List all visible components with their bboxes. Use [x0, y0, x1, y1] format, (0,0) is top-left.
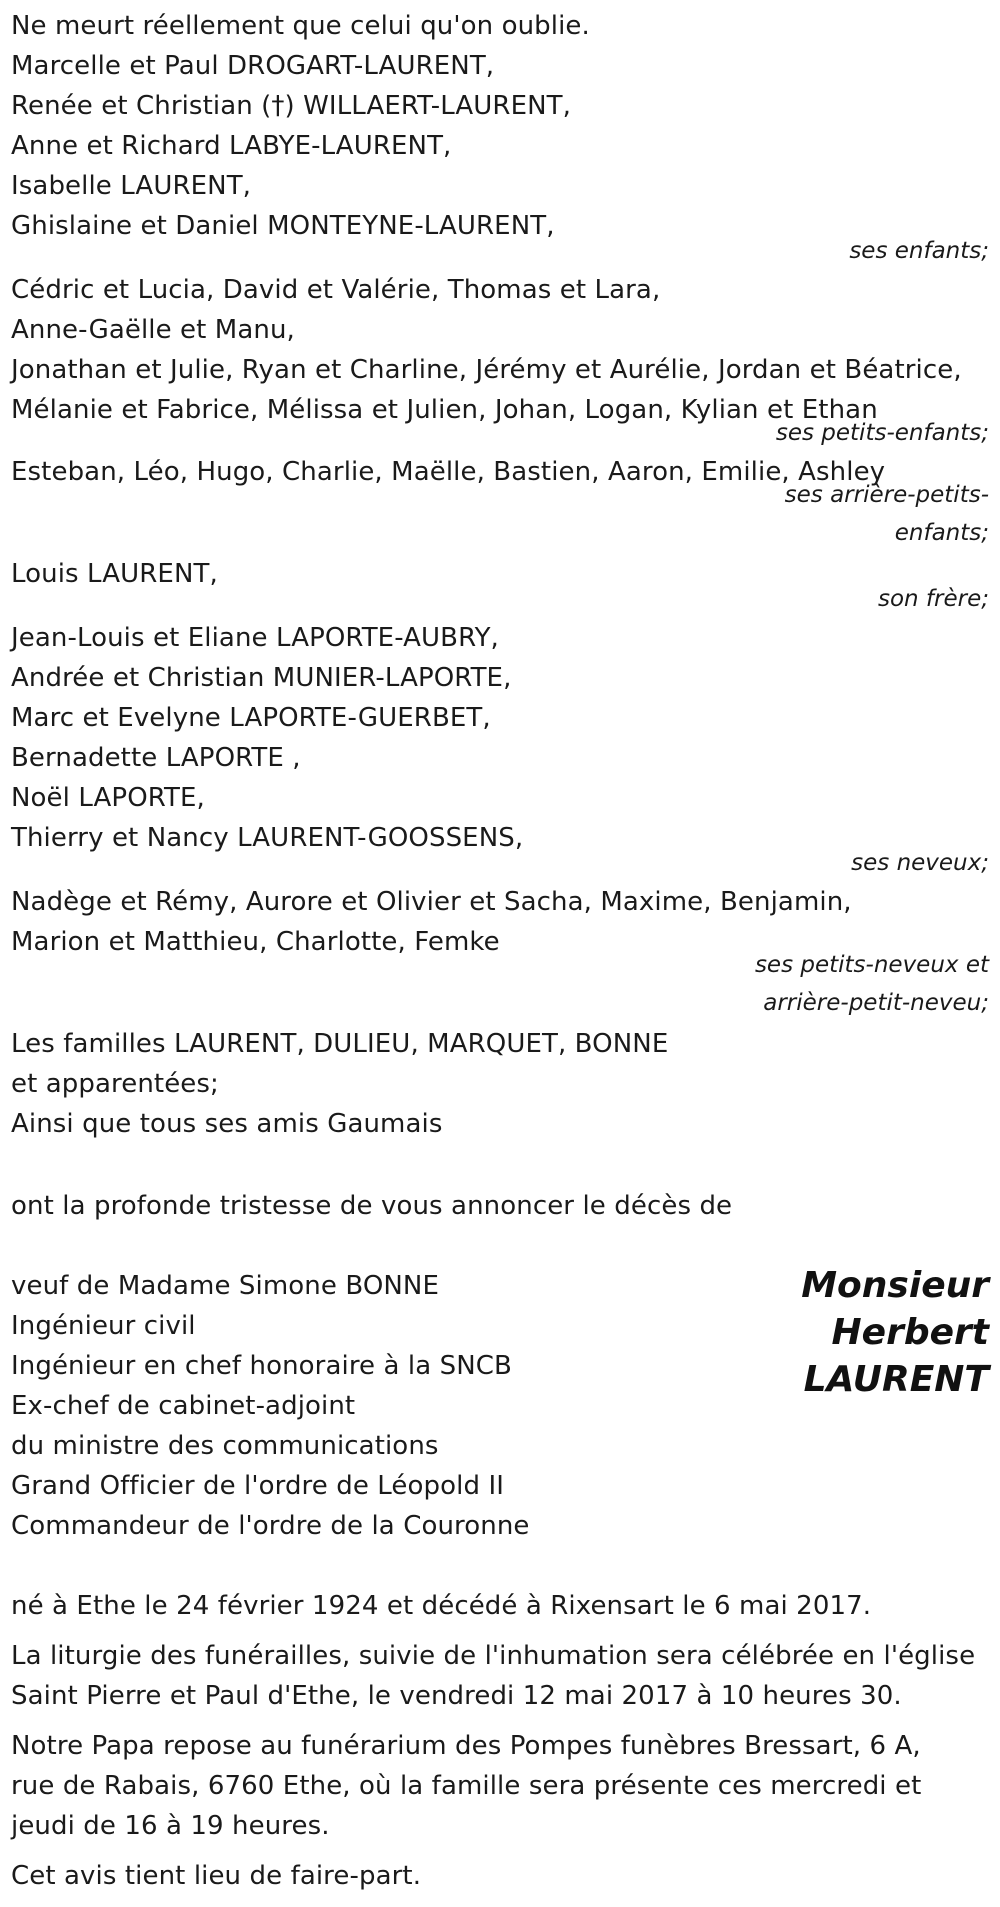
brother-line: Louis LAURENT, [11, 559, 218, 589]
great-grandchildren-line: Esteban, Léo, Hugo, Charlie, Maëlle, Bastien, Aaron, Emilie, Ashley [11, 457, 886, 487]
title-line: du ministre des communications [11, 1431, 439, 1461]
grand-nephews-line: Nadège et Rémy, Aurore et Olivier et Sacha, Maxime, Benjamin, [11, 887, 852, 917]
deceased-name-line: Monsieur [801, 1265, 989, 1306]
birth-death-line: né à Ethe le 24 février 1924 et décédé à Rixensart le 6 mai 2017. [11, 1591, 872, 1621]
visitation-line: jeudi de 16 à 19 heures. [11, 1811, 330, 1841]
grandchildren-line: Jonathan et Julie, Ryan et Charline, Jérémy et Aurélie, Jordan et Béatrice, [11, 355, 962, 385]
announcement: ont la profonde tristesse de vous annoncer le décès de [11, 1191, 733, 1221]
grand-nephews-line: Marion et Matthieu, Charlotte, Femke [11, 927, 500, 957]
grandchildren-line: Anne-Gaëlle et Manu, [11, 315, 295, 345]
deceased-name-line: Herbert [831, 1312, 989, 1353]
epigraph: Ne meurt réellement que celui qu'on oublie. [11, 11, 590, 41]
nephews-line: Bernadette LAPORTE , [11, 743, 301, 773]
nephews-line: Marc et Evelyne LAPORTE-GUERBET, [11, 703, 491, 733]
nephews-relation: ses neveux; [851, 850, 989, 876]
nephews-line: Jean-Louis et Eliane LAPORTE-AUBRY, [11, 623, 499, 653]
children-line: Ghislaine et Daniel MONTEYNE-LAURENT, [11, 211, 555, 241]
closing-line: Cet avis tient lieu de faire-part. [11, 1861, 422, 1891]
families-line: Les familles LAURENT, DULIEU, MARQUET, BONNE [11, 1029, 669, 1059]
title-line: Ingénieur en chef honoraire à la SNCB [11, 1351, 512, 1381]
children-line: Renée et Christian (†) WILLAERT-LAURENT, [11, 91, 572, 121]
funeral-line: La liturgie des funérailles, suivie de l'inhumation sera célébrée en l'église [11, 1641, 976, 1671]
grandchildren-line: Mélanie et Fabrice, Mélissa et Julien, Johan, Logan, Kylian et Ethan [11, 395, 878, 425]
nephews-line: Andrée et Christian MUNIER-LAPORTE, [11, 663, 512, 693]
grandchildren-line: Cédric et Lucia, David et Valérie, Thomas et Lara, [11, 275, 661, 305]
deceased-name [801, 1262, 989, 1403]
grand-nephews-relation: ses petits-neveux et [754, 952, 989, 978]
title-line: Ingénieur civil [11, 1311, 196, 1341]
families-line: et apparentées; [11, 1069, 219, 1099]
funeral-line: Saint Pierre et Paul d'Ethe, le vendredi 12 mai 2017 à 10 heures 30. [11, 1681, 902, 1711]
title-line: veuf de Madame Simone BONNE [11, 1271, 440, 1301]
children-line: Marcelle et Paul DROGART-LAURENT, [11, 51, 495, 81]
title-line: Grand Officier de l'ordre de Léopold II [11, 1471, 504, 1501]
title-line: Commandeur de l'ordre de la Couronne [11, 1511, 530, 1541]
nephews-line: Thierry et Nancy LAURENT-GOOSSENS, [11, 823, 524, 853]
grandchildren-relation: ses petits-enfants; [775, 420, 989, 446]
nephews-line: Noël LAPORTE, [11, 783, 205, 813]
children-relation: ses enfants; [849, 238, 989, 264]
great-grandchildren-relation: ses arrière-petits- [784, 482, 989, 508]
brother-relation: son frère; [877, 586, 989, 612]
children-line: Anne et Richard LABYE-LAURENT, [11, 131, 452, 161]
children-line: Isabelle LAURENT, [11, 171, 252, 201]
grand-nephews-relation: arrière-petit-neveu; [763, 990, 989, 1016]
families-line: Ainsi que tous ses amis Gaumais [11, 1109, 443, 1139]
visitation-line: Notre Papa repose au funérarium des Pompes funèbres Bressart, 6 A, [11, 1731, 921, 1761]
title-line: Ex-chef de cabinet-adjoint [11, 1391, 356, 1421]
deceased-name-line: LAURENT [803, 1359, 989, 1400]
visitation-line: rue de Rabais, 6760 Ethe, où la famille sera présente ces mercredi et [11, 1771, 922, 1801]
great-grandchildren-relation: enfants; [894, 520, 989, 546]
